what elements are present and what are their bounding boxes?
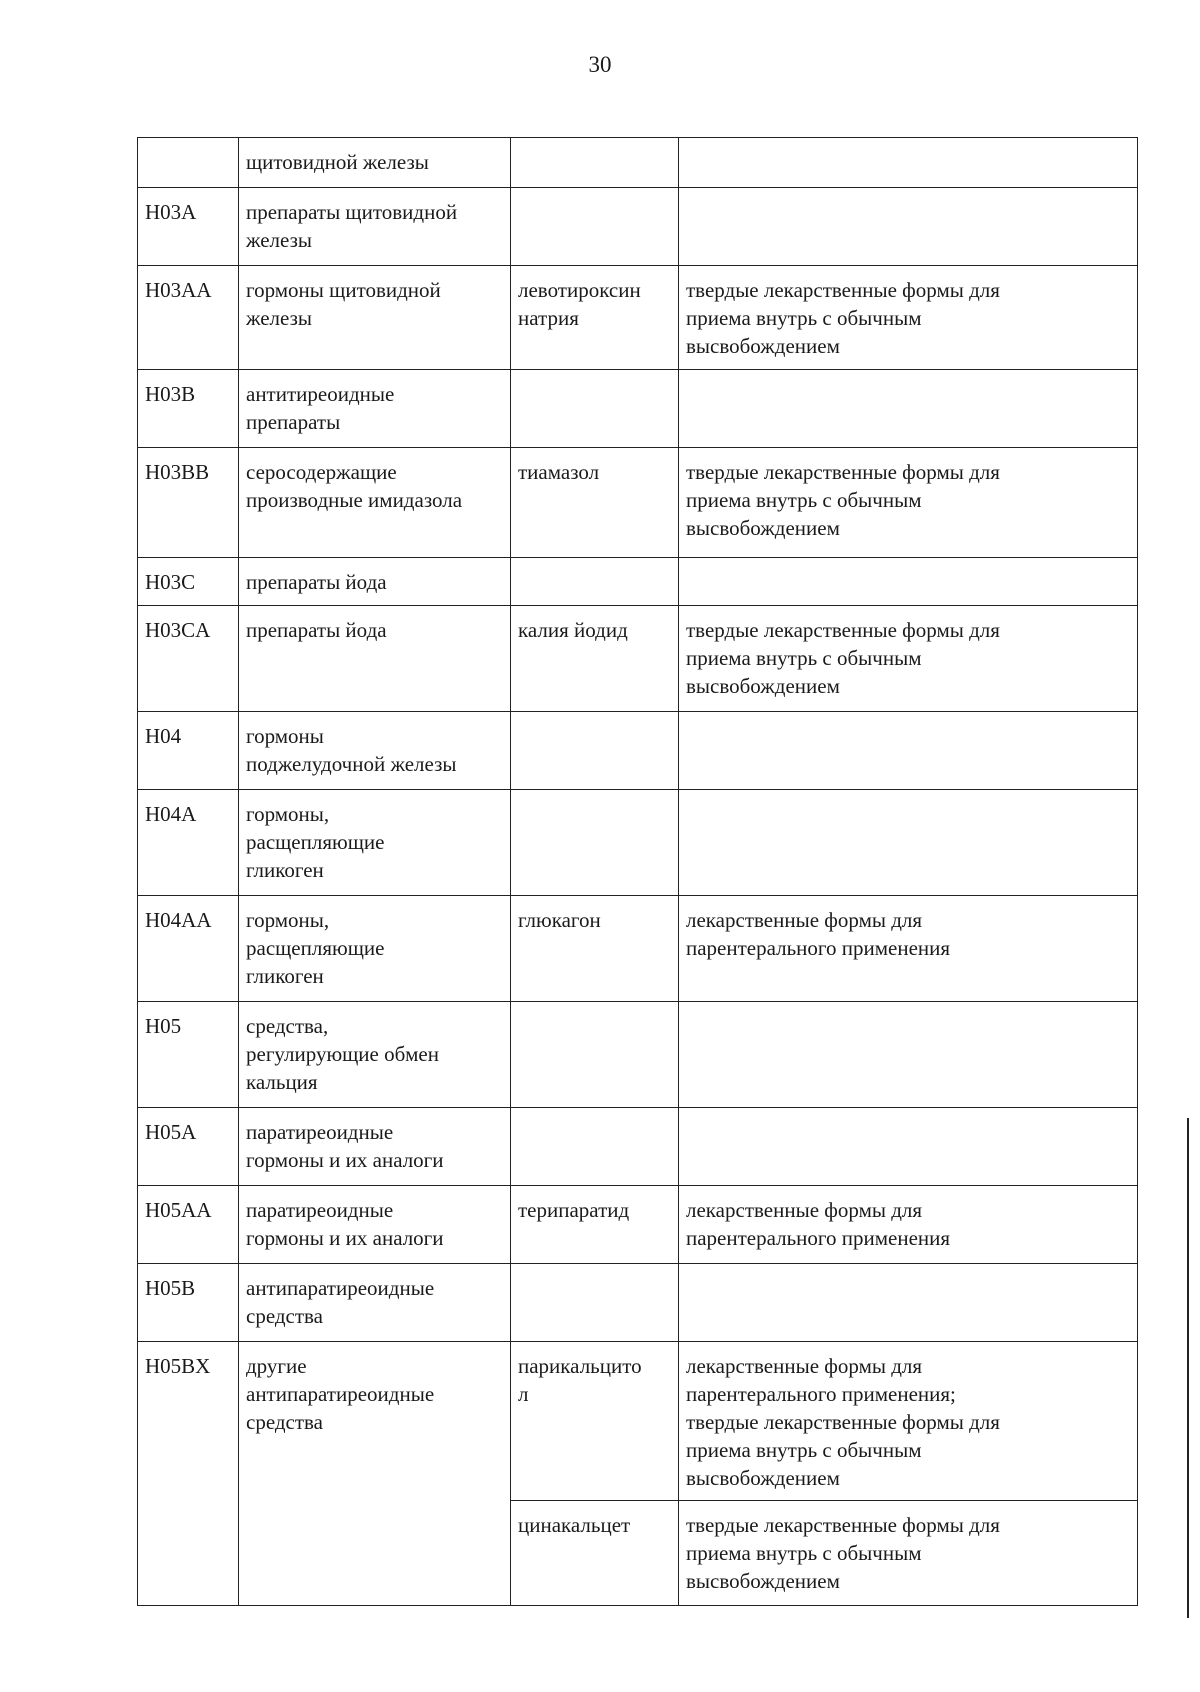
cell-code: H03A [138, 188, 239, 266]
cell-drug [511, 1002, 679, 1108]
cell-drug [511, 1264, 679, 1342]
cell-drug [511, 188, 679, 266]
cell-code: H05B [138, 1264, 239, 1342]
table-row [138, 448, 1138, 558]
table-row [138, 1264, 1138, 1342]
cell-group: серосодержащие производные имидазола [239, 448, 511, 558]
cell-code: H05 [138, 1002, 239, 1108]
cell-code: H03AA [138, 266, 239, 370]
cell-form [679, 1108, 1138, 1186]
cell-group: паратиреоидные гормоны и их аналоги [239, 1186, 511, 1264]
cell-drug [511, 790, 679, 896]
table-row [138, 606, 1138, 712]
cell-drug: парикальцито л [511, 1342, 679, 1501]
cell-drug [511, 712, 679, 790]
table-row [138, 712, 1138, 790]
cell-code: H05BX [138, 1342, 239, 1606]
cell-code [138, 138, 239, 188]
table-row [138, 370, 1138, 448]
cell-code: H04 [138, 712, 239, 790]
table-row [138, 896, 1138, 1002]
cell-code: H05AA [138, 1186, 239, 1264]
cell-group: гормоны, расщепляющие гликоген [239, 790, 511, 896]
cell-drug [511, 138, 679, 188]
cell-form [679, 138, 1138, 188]
table-row [138, 138, 1138, 188]
cell-form: твердые лекарственные формы для приема внутрь с обычным высвобождением [679, 448, 1138, 558]
cell-form [679, 790, 1138, 896]
cell-drug [511, 370, 679, 448]
cell-form: твердые лекарственные формы для приема внутрь с обычным высвобождением [679, 606, 1138, 712]
cell-code: H03B [138, 370, 239, 448]
table-row [138, 558, 1138, 606]
table-row [138, 1342, 1138, 1501]
cell-drug: тиамазол [511, 448, 679, 558]
cell-form [679, 370, 1138, 448]
cell-group: антитиреоидные препараты [239, 370, 511, 448]
cell-code: H04AA [138, 896, 239, 1002]
cell-group: гормоны поджелудочной железы [239, 712, 511, 790]
cell-group: препараты щитовидной железы [239, 188, 511, 266]
cell-drug [511, 558, 679, 606]
cell-group: средства, регулирующие обмен кальция [239, 1002, 511, 1108]
cell-code: H05A [138, 1108, 239, 1186]
cell-drug: цинакальцет [511, 1501, 679, 1606]
cell-form [679, 1264, 1138, 1342]
table-row [138, 1108, 1138, 1186]
table-body [138, 138, 1138, 1606]
table-row [138, 790, 1138, 896]
cell-group: паратиреоидные гормоны и их аналоги [239, 1108, 511, 1186]
cell-form [679, 1002, 1138, 1108]
cell-form: лекарственные формы для парентерального применения [679, 896, 1138, 1002]
cell-form [679, 188, 1138, 266]
cell-form [679, 712, 1138, 790]
cell-drug: левотироксин натрия [511, 266, 679, 370]
cell-drug: калия йодид [511, 606, 679, 712]
scan-edge-mark [1187, 1118, 1189, 1618]
cell-drug [511, 1108, 679, 1186]
cell-drug: терипаратид [511, 1186, 679, 1264]
table-row [138, 1002, 1138, 1108]
cell-form [679, 558, 1138, 606]
cell-group: гормоны, расщепляющие гликоген [239, 896, 511, 1002]
cell-drug: глюкагон [511, 896, 679, 1002]
cell-group: щитовидной железы [239, 138, 511, 188]
table-row [138, 266, 1138, 370]
cell-code: H03CA [138, 606, 239, 712]
cell-form: лекарственные формы для парентерального применения [679, 1186, 1138, 1264]
cell-code: H03BB [138, 448, 239, 558]
cell-group: препараты йода [239, 606, 511, 712]
cell-code: H03C [138, 558, 239, 606]
cell-group: препараты йода [239, 558, 511, 606]
page-number: 30 [588, 52, 612, 77]
drug-classification-table [137, 137, 1138, 1606]
cell-group: гормоны щитовидной железы [239, 266, 511, 370]
table-row [138, 1186, 1138, 1264]
cell-code: H04A [138, 790, 239, 896]
table-row [138, 188, 1138, 266]
cell-group: антипаратиреоидные средства [239, 1264, 511, 1342]
cell-form: твердые лекарственные формы для приема внутрь с обычным высвобождением [679, 266, 1138, 370]
cell-group: другие антипаратиреоидные средства [239, 1342, 511, 1606]
cell-form: лекарственные формы для парентерального применения; твердые лекарственные формы для приема внутрь с обычным высвобождением [679, 1342, 1138, 1501]
cell-form: твердые лекарственные формы для приема внутрь с обычным высвобождением [679, 1501, 1138, 1606]
